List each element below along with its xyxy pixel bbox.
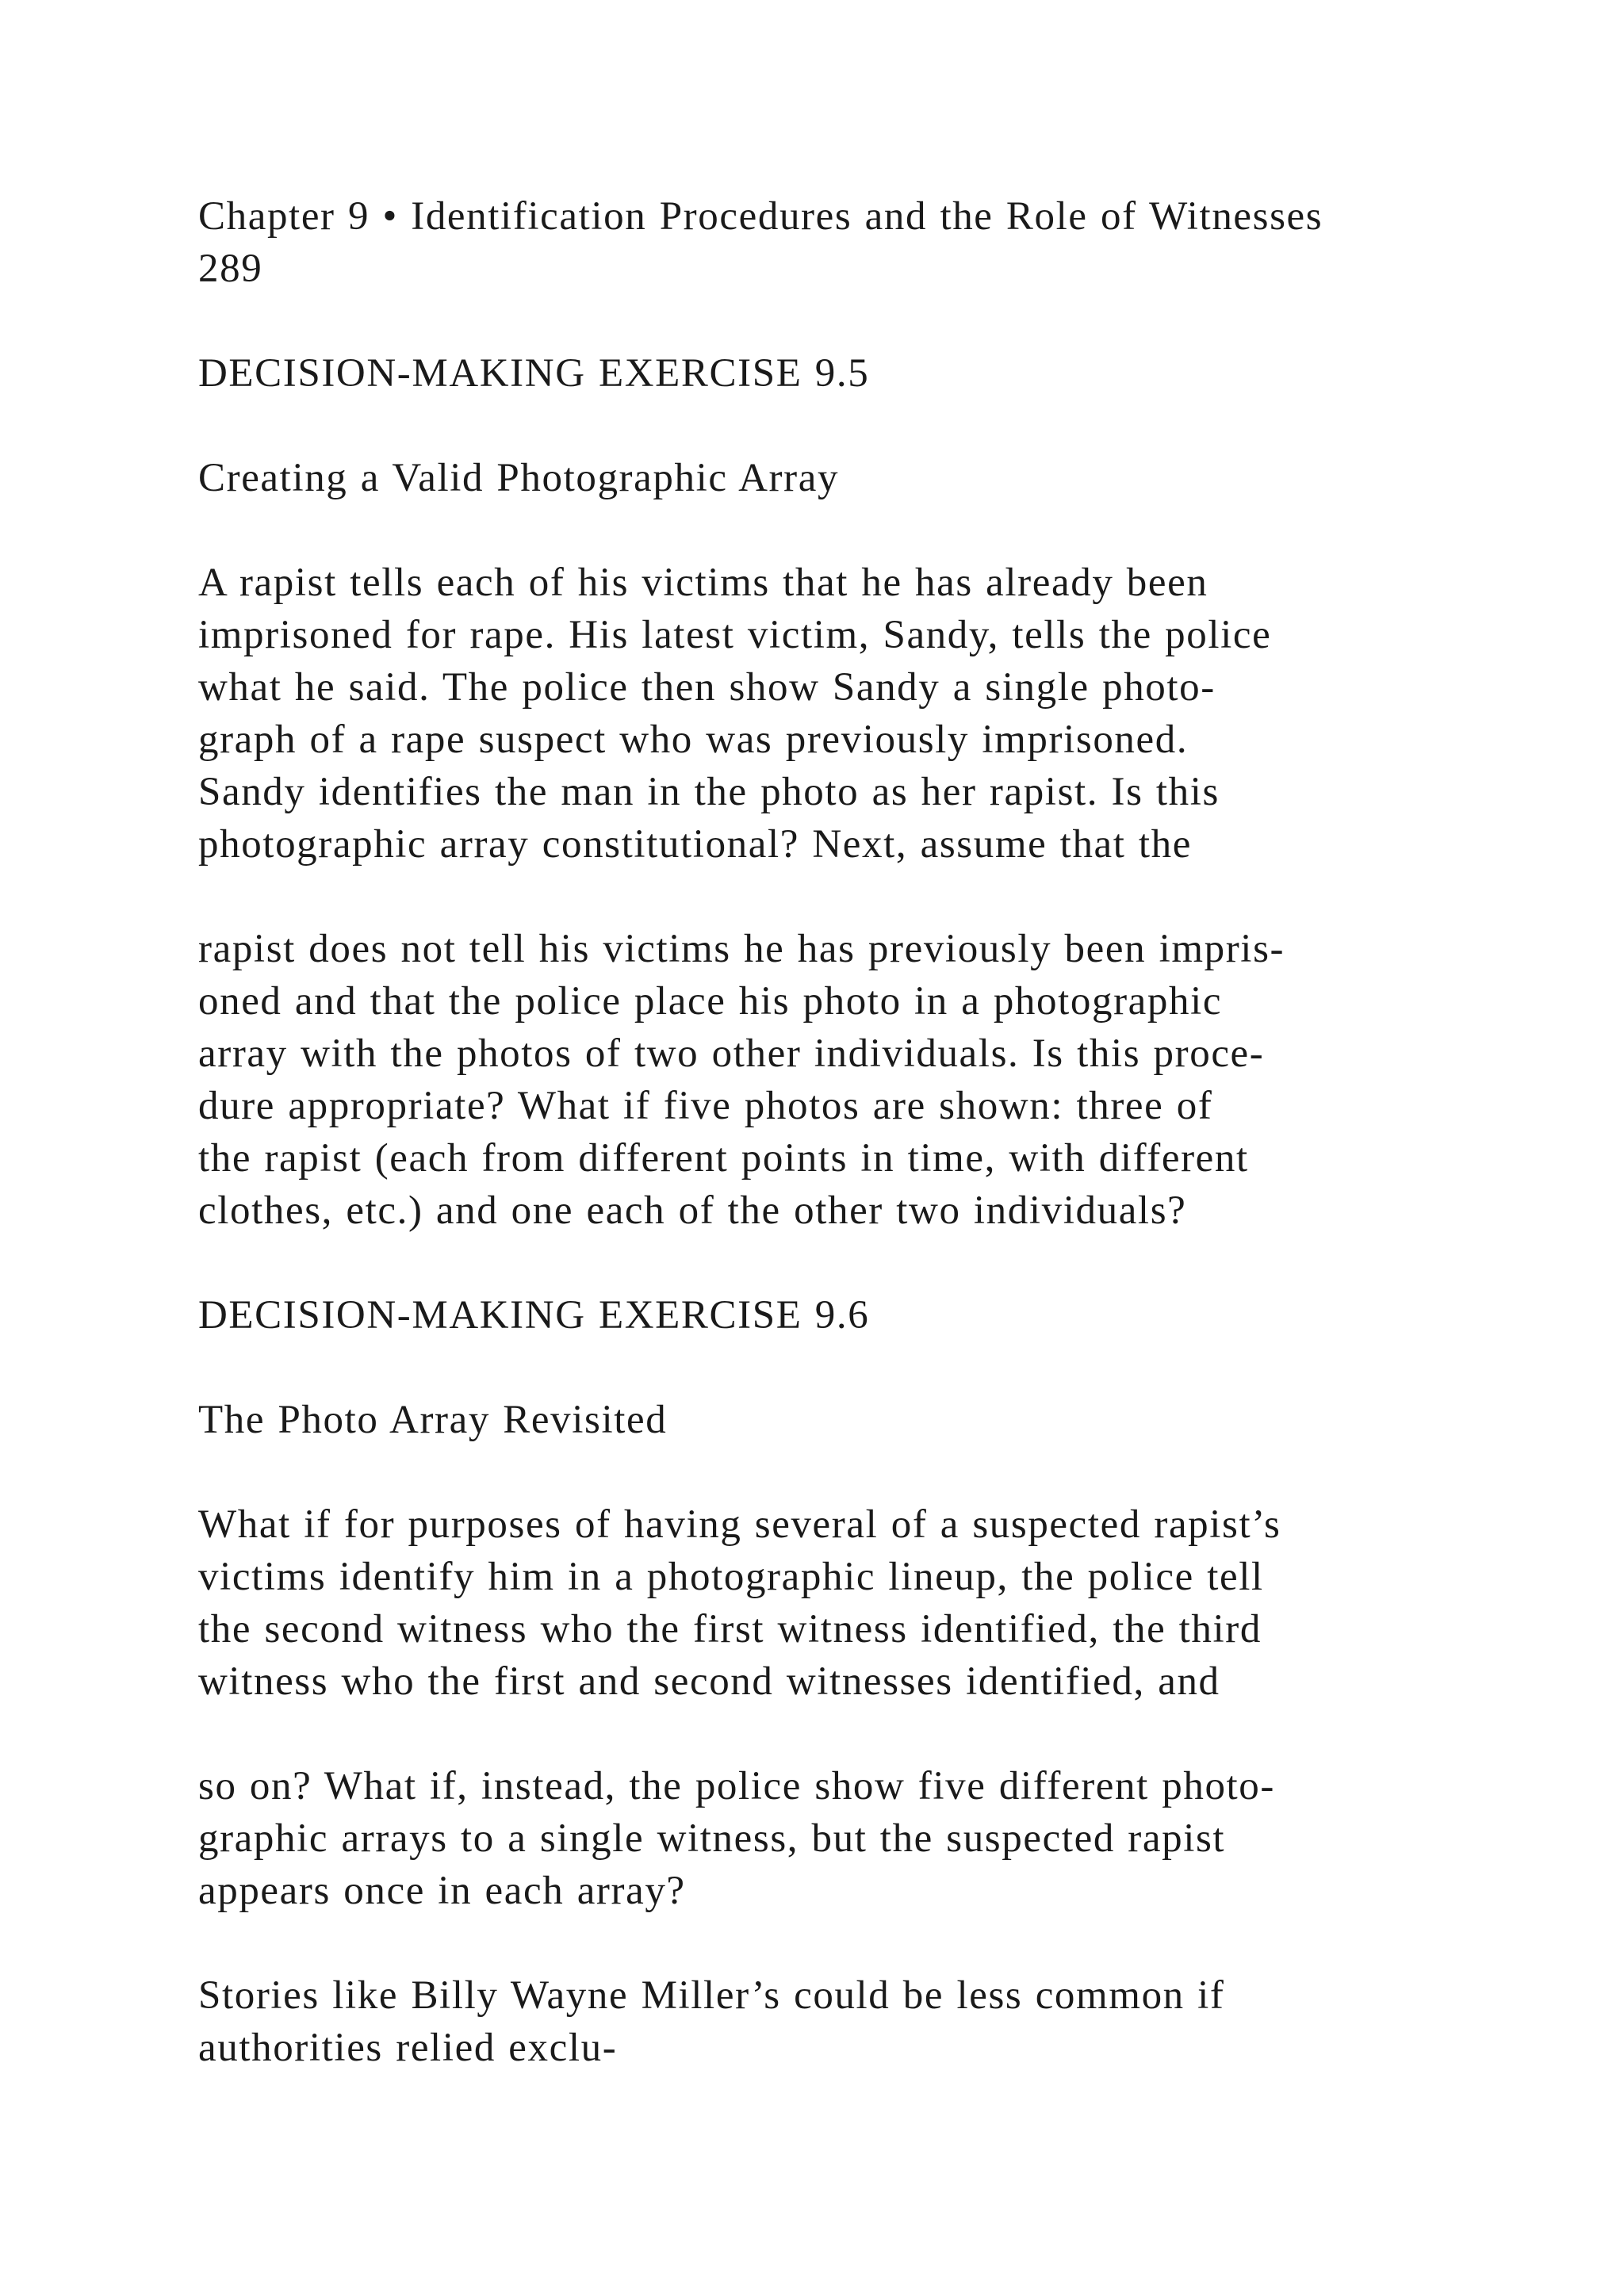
paragraph-line: photographic array constitutional? Next, assume that the [198, 822, 1193, 867]
exercise-title: The Photo Array Revisited [198, 1398, 668, 1442]
paragraph-line: array with the photos of two other individuals. Is this proce- [198, 1031, 1265, 1076]
paragraph-line: clothes, etc.) and one each of the other two individuals? [198, 1188, 1187, 1233]
exercise-heading: DECISION-MAKING EXERCISE 9.6 [198, 1293, 870, 1337]
spacer [198, 295, 1499, 347]
spacer [198, 504, 1499, 557]
paragraph-line: oned and that the police place his photo in a photographic [198, 979, 1223, 1024]
paragraph-line: What if for purposes of having several of a suspected rapist’s [198, 1502, 1281, 1547]
spacer [198, 1917, 1499, 1969]
paragraph-line: A rapist tells each of his victims that he has already been [198, 561, 1208, 605]
paragraph-line: graphic arrays to a single witness, but the suspected rapist [198, 1816, 1226, 1861]
chapter-title-line: Chapter 9 • Identification Procedures and the Role of Witnesses [198, 194, 1323, 239]
paragraph-line: graph of a rape suspect who was previously imprisoned. [198, 718, 1189, 762]
paragraph-line: Sandy identifies the man in the photo as her rapist. Is this [198, 770, 1220, 814]
paragraph-line: Stories like Billy Wayne Miller’s could be less common if [198, 1973, 1225, 2018]
paragraph [198, 923, 1499, 1237]
paragraph-line: the second witness who the first witness identified, the third [198, 1607, 1262, 1651]
spacer [198, 400, 1499, 452]
paragraph-line: authorities relied exclu- [198, 2026, 618, 2070]
paragraph-line: victims identify him in a photographic lineup, the police tell [198, 1555, 1264, 1599]
spacer [198, 1237, 1499, 1289]
paragraph-line: the rapist (each from different points in time, with different [198, 1136, 1249, 1181]
exercise-title: Creating a Valid Photographic Array [198, 456, 840, 500]
paragraph [198, 1969, 1499, 2074]
document-body [198, 190, 1499, 2074]
spacer [198, 1446, 1499, 1498]
paragraph [198, 557, 1499, 871]
paragraph-line: what he said. The police then show Sandy a single photo- [198, 665, 1216, 710]
paragraph-line: so on? What if, instead, the police show five different photo- [198, 1764, 1275, 1808]
paragraph [198, 1498, 1499, 1708]
exercise-heading: DECISION-MAKING EXERCISE 9.5 [198, 351, 870, 396]
spacer [198, 1708, 1499, 1760]
paragraph-line: appears once in each array? [198, 1869, 686, 1913]
paragraph-line: imprisoned for rape. His latest victim, Sandy, tells the police [198, 613, 1272, 657]
paragraph [198, 1760, 1499, 1917]
paragraph-line: witness who the first and second witnesses identified, and [198, 1659, 1220, 1704]
page-number: 289 [198, 247, 263, 291]
paragraph-line: rapist does not tell his victims he has previously been impris- [198, 927, 1285, 971]
spacer [198, 1341, 1499, 1394]
paragraph-line: dure appropriate? What if five photos are shown: three of [198, 1084, 1213, 1128]
chapter-header [198, 190, 1499, 295]
spacer [198, 871, 1499, 923]
